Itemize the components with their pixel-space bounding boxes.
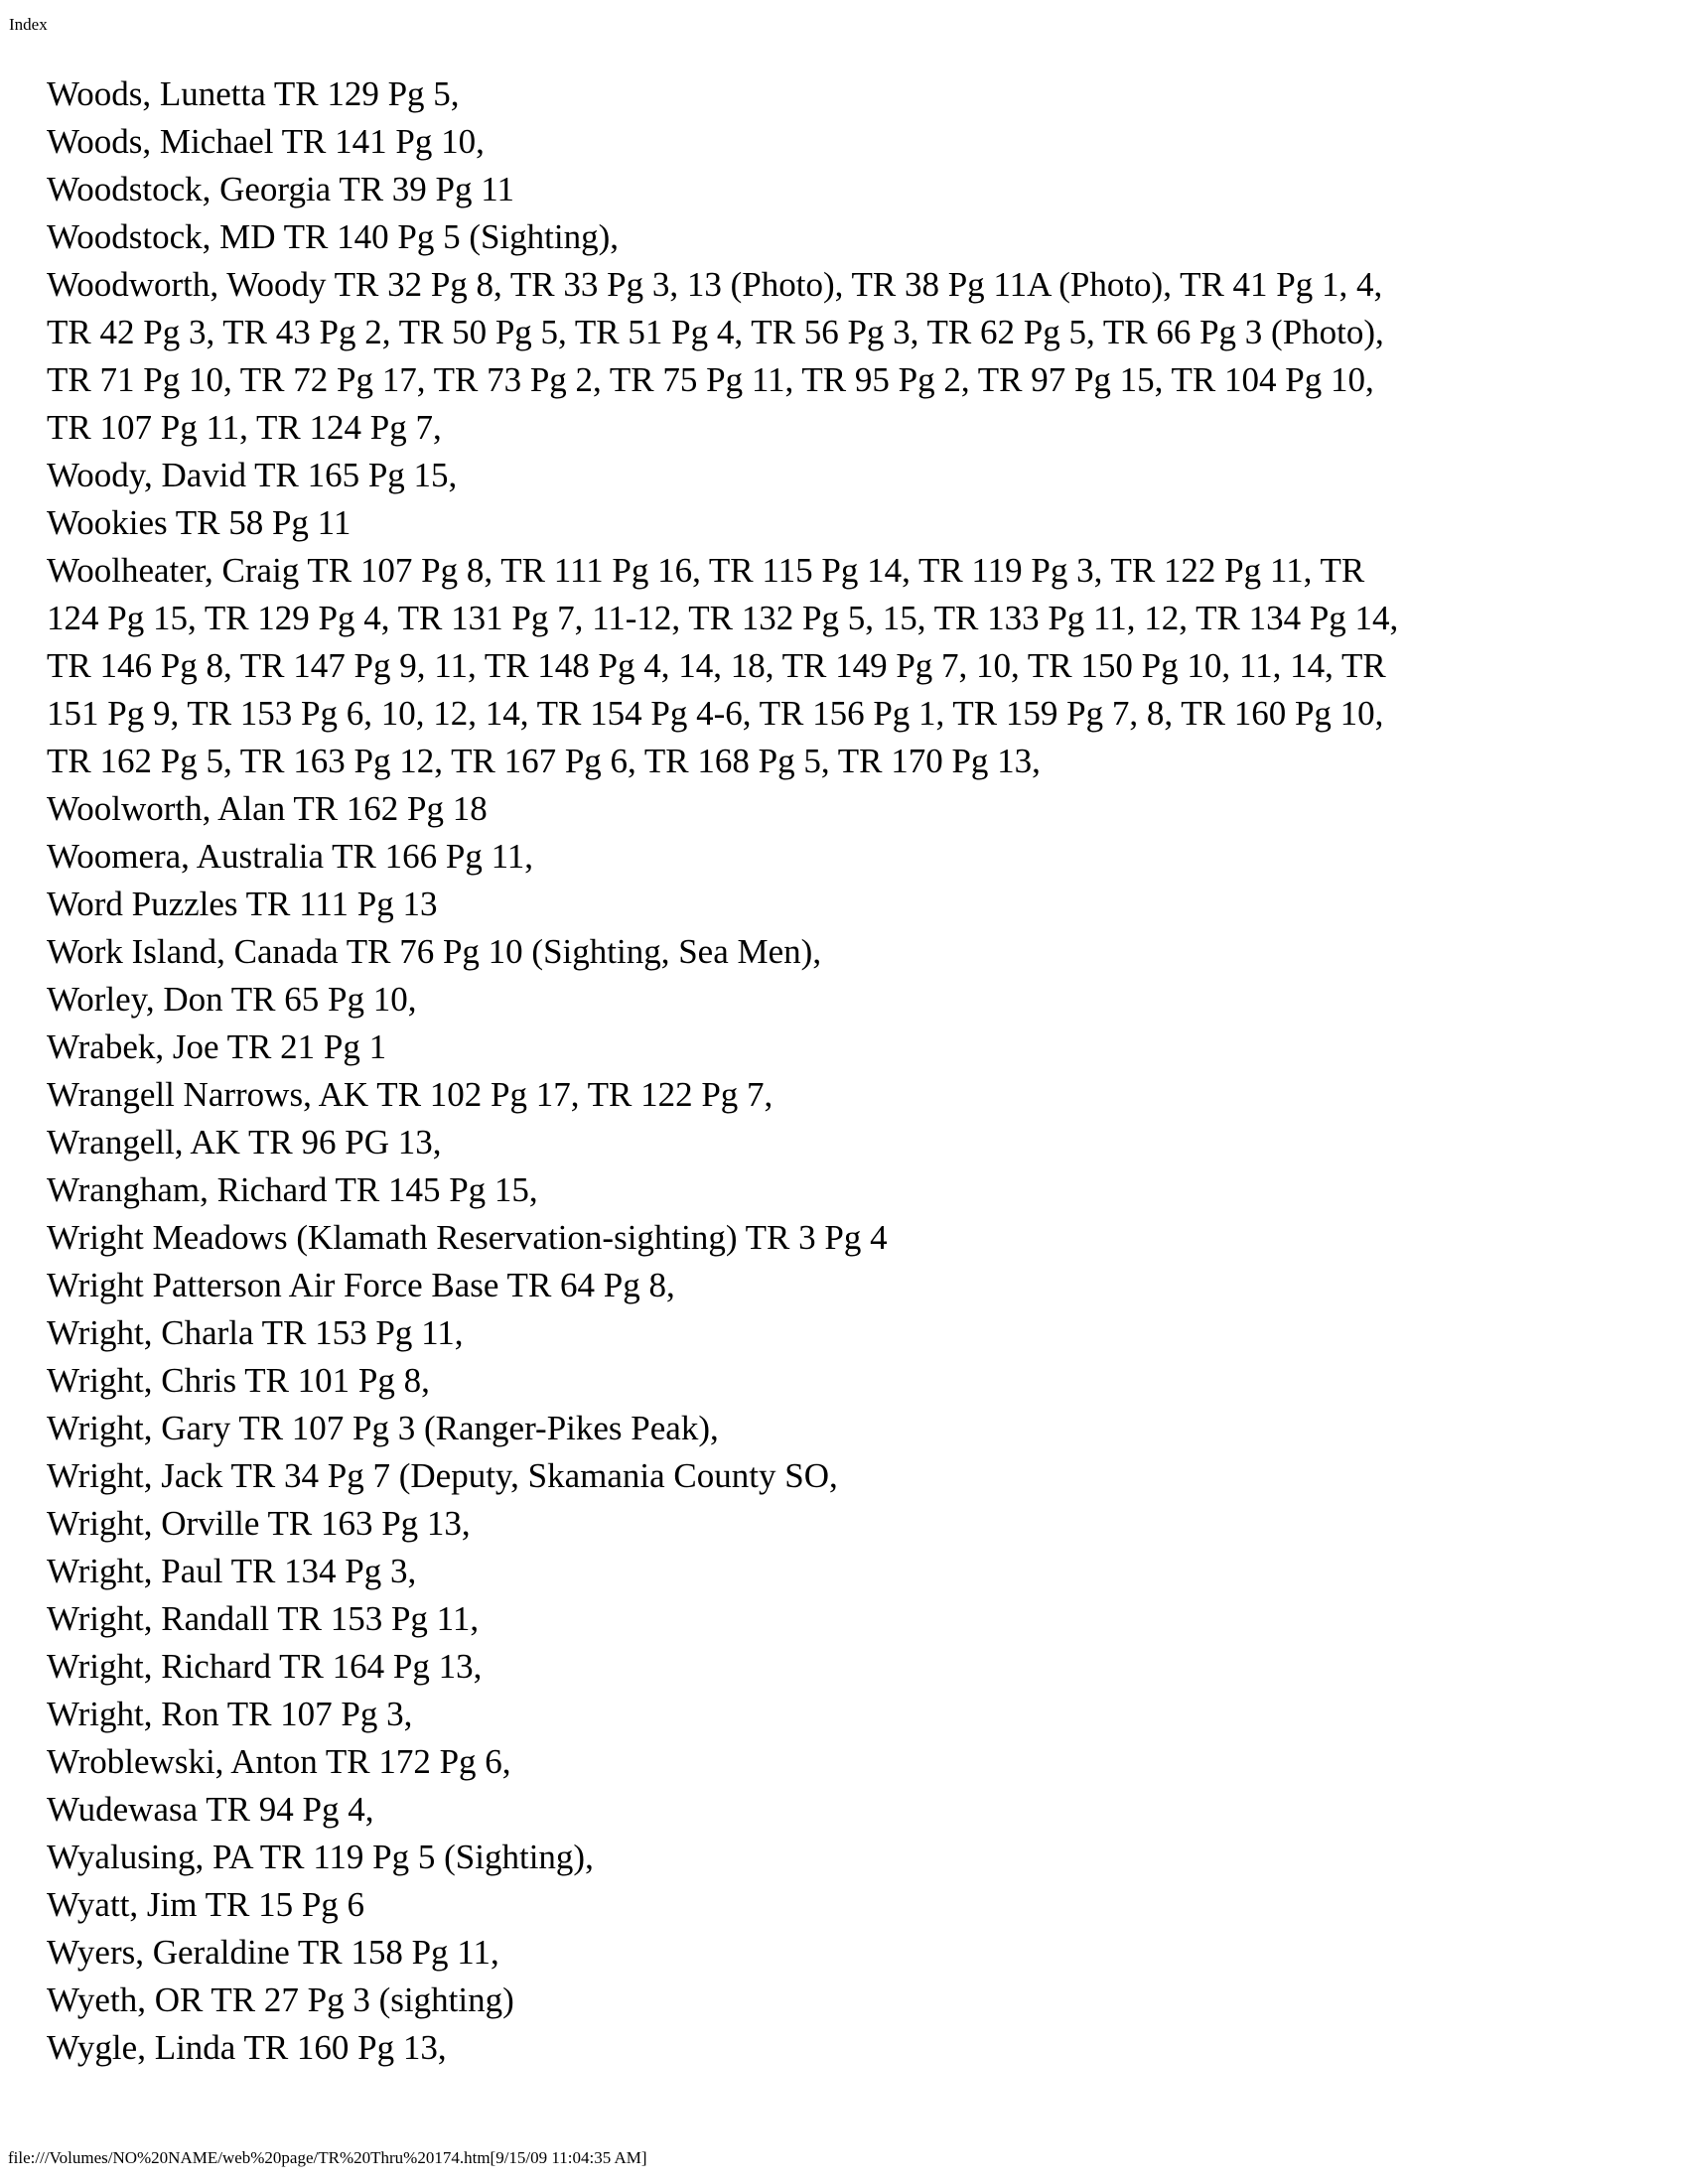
index-line: Wright, Orville TR 163 Pg 13,: [47, 1504, 471, 1543]
page-title: Index: [9, 15, 48, 34]
index-line: Wygle, Linda TR 160 Pg 13,: [47, 2028, 447, 2067]
index-line: Wrangell, AK TR 96 PG 13,: [47, 1123, 442, 1161]
index-line: Wyatt, Jim TR 15 Pg 6: [47, 1885, 365, 1924]
index-line: Worley, Don TR 65 Pg 10,: [47, 980, 417, 1019]
footer-file-path: file:///Volumes/NO%20NAME/web%20page/TR%20Thru%20174.htm[9/15/09 11:04:35 AM]: [8, 2148, 647, 2167]
index-entry-list: [47, 70, 1398, 2072]
index-line: Wright, Charla TR 153 Pg 11,: [47, 1313, 464, 1352]
index-line: Wyers, Geraldine TR 158 Pg 11,: [47, 1933, 499, 1972]
index-line: Wroblewski, Anton TR 172 Pg 6,: [47, 1742, 511, 1781]
index-line: Wookies TR 58 Pg 11: [47, 503, 352, 542]
index-line: Wrangell Narrows, AK TR 102 Pg 17, TR 122 Pg 7,: [47, 1075, 774, 1114]
index-line: Wyeth, OR TR 27 Pg 3 (sighting): [47, 1980, 514, 2019]
index-line: Wright, Ron TR 107 Pg 3,: [47, 1695, 413, 1733]
index-line: TR 71 Pg 10, TR 72 Pg 17, TR 73 Pg 2, TR 75 Pg 11, TR 95 Pg 2, TR 97 Pg 15, TR 104 Pg 10,: [47, 360, 1374, 399]
index-line: Wright Patterson Air Force Base TR 64 Pg 8,: [47, 1266, 675, 1304]
index-line: Wrabek, Joe TR 21 Pg 1: [47, 1027, 387, 1066]
index-line: TR 162 Pg 5, TR 163 Pg 12, TR 167 Pg 6, TR 168 Pg 5, TR 170 Pg 13,: [47, 742, 1041, 780]
index-line: TR 42 Pg 3, TR 43 Pg 2, TR 50 Pg 5, TR 51 Pg 4, TR 56 Pg 3, TR 62 Pg 5, TR 66 Pg 3 (Photo),: [47, 313, 1384, 351]
index-line: Woods, Michael TR 141 Pg 10,: [47, 122, 485, 161]
index-line: Woods, Lunetta TR 129 Pg 5,: [47, 74, 460, 113]
index-line: Word Puzzles TR 111 Pg 13: [47, 885, 438, 923]
index-line: Woodworth, Woody TR 32 Pg 8, TR 33 Pg 3, 13 (Photo), TR 38 Pg 11A (Photo), TR 41 Pg 1, 4,: [47, 265, 1383, 304]
index-line: Woomera, Australia TR 166 Pg 11,: [47, 837, 534, 876]
index-line: Wright Meadows (Klamath Reservation-sighting) TR 3 Pg 4: [47, 1218, 888, 1257]
index-line: Wright, Gary TR 107 Pg 3 (Ranger-Pikes Peak),: [47, 1409, 719, 1447]
index-line: Wright, Randall TR 153 Pg 11,: [47, 1599, 480, 1638]
index-line: Wrangham, Richard TR 145 Pg 15,: [47, 1170, 538, 1209]
index-line: Wudewasa TR 94 Pg 4,: [47, 1790, 374, 1829]
index-line: 151 Pg 9, TR 153 Pg 6, 10, 12, 14, TR 154 Pg 4-6, TR 156 Pg 1, TR 159 Pg 7, 8, TR 160 Pg 10,: [47, 694, 1384, 733]
index-line: Woolheater, Craig TR 107 Pg 8, TR 111 Pg 16, TR 115 Pg 14, TR 119 Pg 3, TR 122 Pg 11, TR: [47, 551, 1365, 590]
index-line: Wright, Jack TR 34 Pg 7 (Deputy, Skamania County SO,: [47, 1456, 838, 1495]
index-line: Wright, Paul TR 134 Pg 3,: [47, 1552, 417, 1590]
index-line: TR 107 Pg 11, TR 124 Pg 7,: [47, 408, 442, 447]
index-line: Woolworth, Alan TR 162 Pg 18: [47, 789, 488, 828]
index-line: Wyalusing, PA TR 119 Pg 5 (Sighting),: [47, 1838, 594, 1876]
index-line: Woodstock, MD TR 140 Pg 5 (Sighting),: [47, 217, 620, 256]
index-line: Wright, Chris TR 101 Pg 8,: [47, 1361, 430, 1400]
index-line: Work Island, Canada TR 76 Pg 10 (Sighting, Sea Men),: [47, 932, 822, 971]
index-line: Wright, Richard TR 164 Pg 13,: [47, 1647, 483, 1686]
index-line: Woodstock, Georgia TR 39 Pg 11: [47, 170, 514, 208]
index-line: 124 Pg 15, TR 129 Pg 4, TR 131 Pg 7, 11-12, TR 132 Pg 5, 15, TR 133 Pg 11, 12, TR 134 Pg 14,: [47, 599, 1399, 637]
index-line: TR 146 Pg 8, TR 147 Pg 9, 11, TR 148 Pg 4, 14, 18, TR 149 Pg 7, 10, TR 150 Pg 10, 11, 14, TR: [47, 646, 1386, 685]
index-line: Woody, David TR 165 Pg 15,: [47, 456, 458, 494]
